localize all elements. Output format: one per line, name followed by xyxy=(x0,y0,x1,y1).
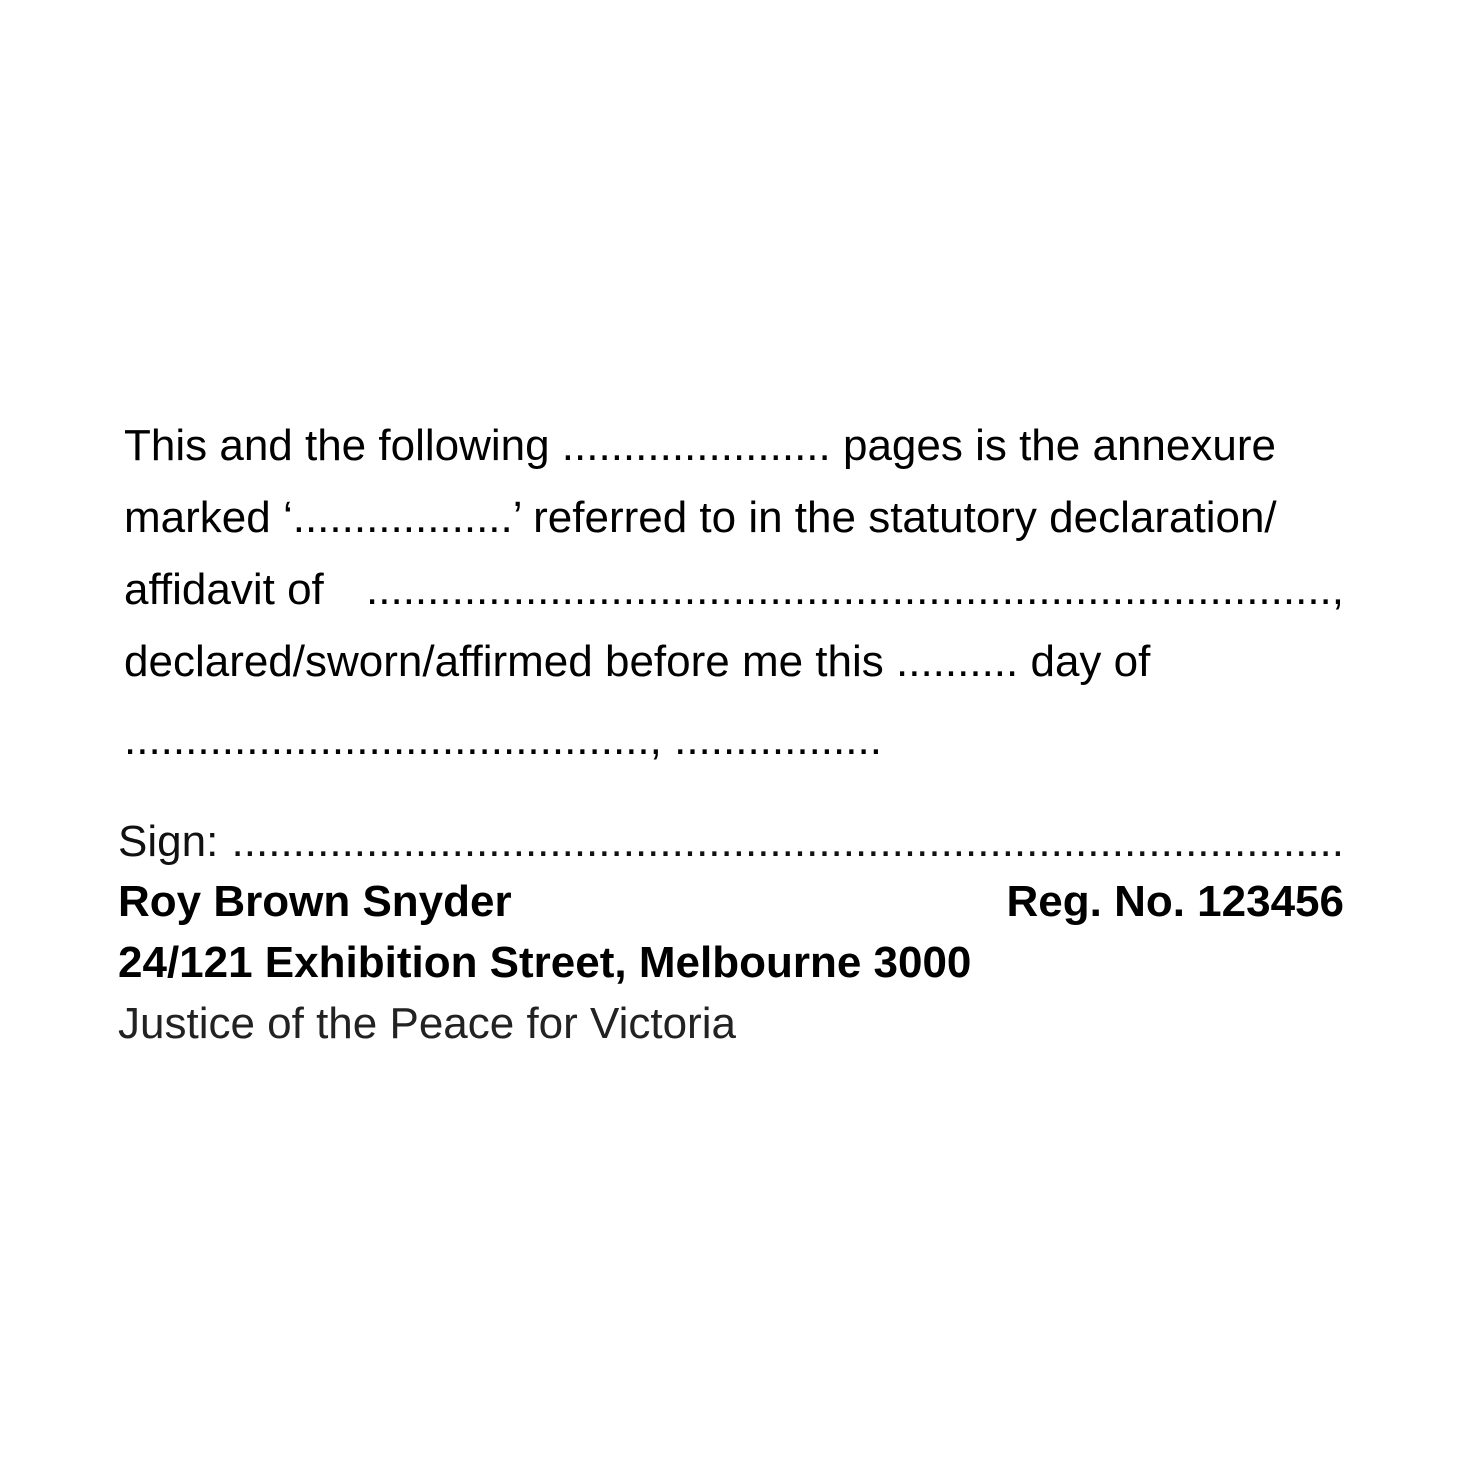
officer-address: 24/121 Exhibition Street, Melbourne 3000 xyxy=(118,938,972,987)
annexure-line-1: This and the following ...................... pages is the annexure xyxy=(124,421,1276,470)
sign-label: Sign: xyxy=(118,817,219,866)
annexure-line-3 xyxy=(124,564,1344,616)
signature-line xyxy=(118,816,1344,868)
officer-title: Justice of the Peace for Victoria xyxy=(118,999,736,1048)
annexure-line-5: ..........................................., ................. xyxy=(124,715,882,764)
annexure-line-4: declared/sworn/affirmed before me this .......... day of xyxy=(124,637,1151,686)
annexure-line-2: marked ‘..................’ referred to in the statutory declaration/ xyxy=(124,493,1277,542)
officer-name: Roy Brown Snyder xyxy=(118,877,512,926)
officer-name-row xyxy=(118,876,1344,928)
signature-blank: ........................................................................................... xyxy=(231,817,1344,866)
registration-number: Reg. No. 123456 xyxy=(1006,877,1344,926)
affidavit-of-label: affidavit of xyxy=(124,565,324,614)
affidavit-of-blank: ..............................................................................., xyxy=(366,565,1344,614)
jp-annexure-stamp xyxy=(118,0,1344,1477)
